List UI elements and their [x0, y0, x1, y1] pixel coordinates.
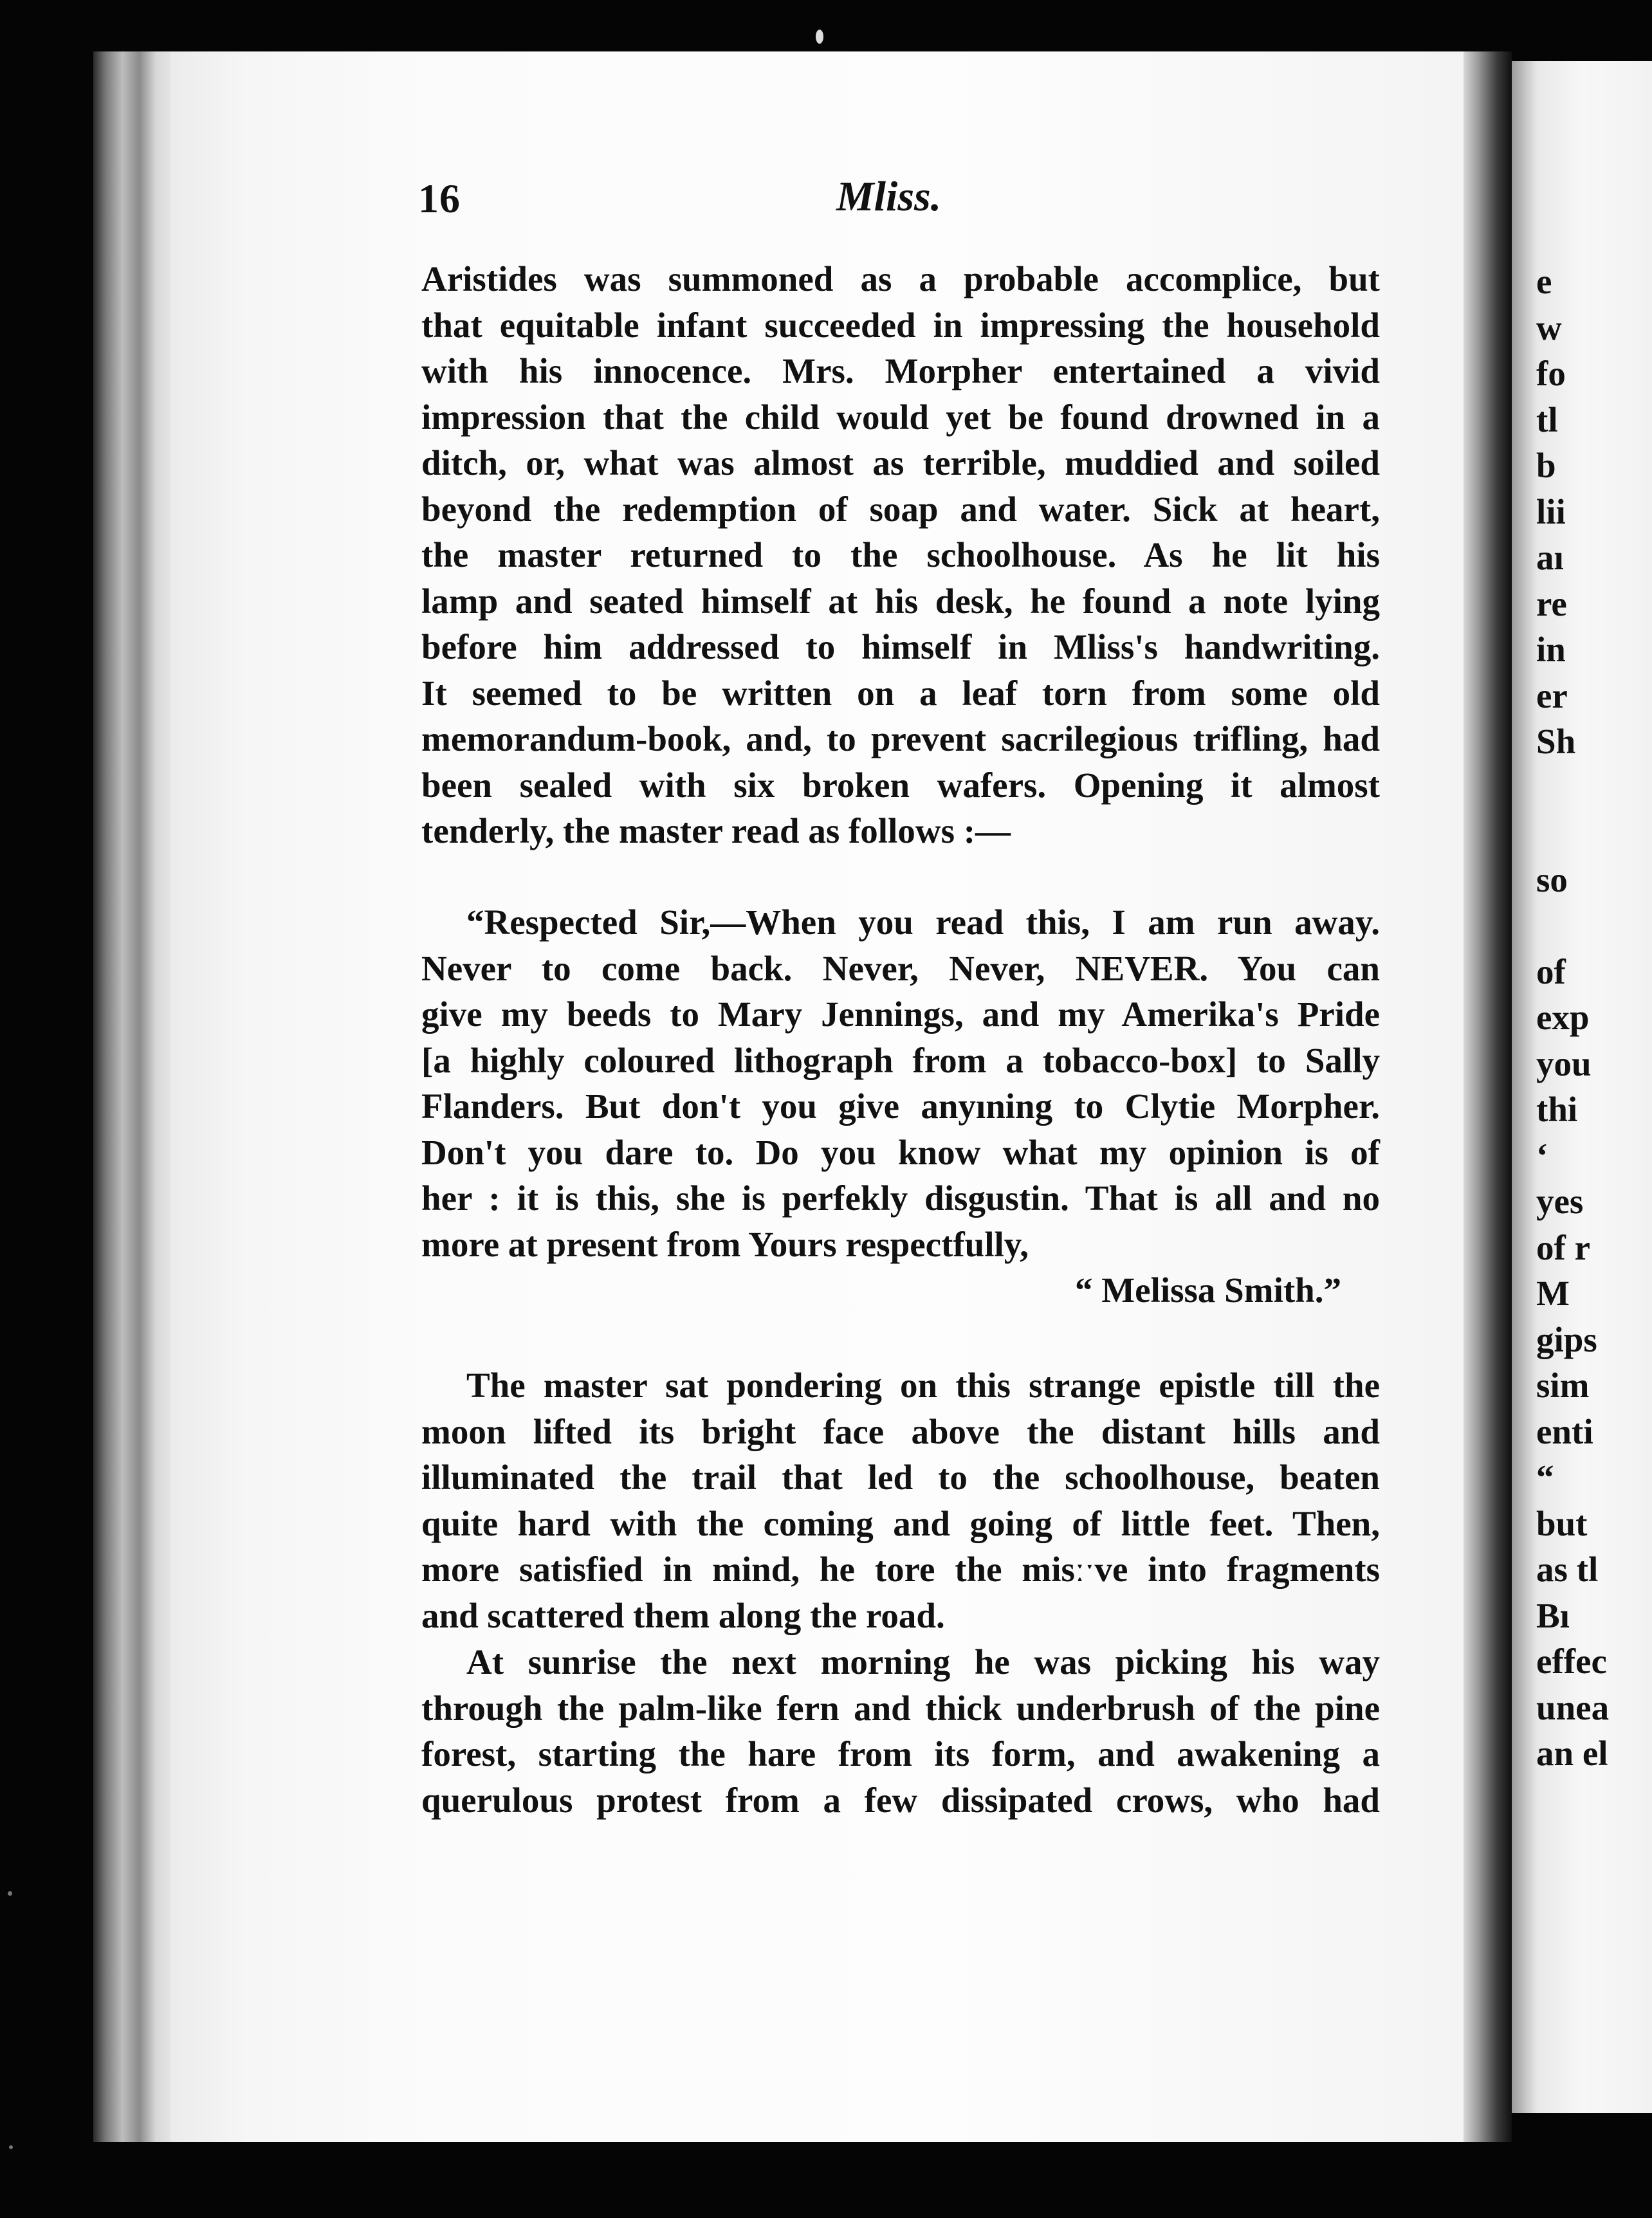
facing-line: unea — [1536, 1687, 1610, 1727]
text-line: through the palm-like fern and thick underbrush of the pine — [421, 1688, 1380, 1728]
text-line: ditch, or, what was almost as terrible, muddied and soiled — [421, 443, 1380, 482]
letter-line: her : it is this, she is perfekly disgustin. That is all and no — [421, 1178, 1380, 1218]
text-line: tenderly, the master read as follows :— — [421, 811, 1011, 850]
text-line: before him addressed to himself in Mliss's handwriting. — [421, 627, 1380, 666]
facing-line — [1536, 765, 1652, 811]
facing-line: enti — [1536, 1411, 1593, 1451]
text-line: that equitable infant succeeded in impressing the household — [421, 305, 1380, 345]
facing-line: as tl — [1536, 1550, 1599, 1589]
facing-line: effec — [1536, 1642, 1607, 1681]
facing-line: aı — [1536, 538, 1564, 577]
running-head: Mliss. — [836, 173, 942, 220]
facing-line: ‘ — [1536, 1135, 1548, 1175]
text-line: At sunrise the next morning he was picking his way — [466, 1642, 1380, 1682]
facing-line: you — [1536, 1043, 1592, 1083]
facing-line: re — [1536, 583, 1567, 623]
facing-line: sim — [1536, 1366, 1590, 1405]
text-line: more satisfied in mind, he tore the misːˑve into fragments — [421, 1550, 1380, 1589]
text-line: and scattered them along the road. — [421, 1595, 945, 1635]
facing-line: thi — [1536, 1090, 1578, 1129]
facing-line: exp — [1536, 998, 1590, 1037]
facing-line: b — [1536, 446, 1556, 485]
text-line: illuminated the trail that led to the schoolhouse, beaten — [421, 1458, 1380, 1497]
paragraph-2 — [421, 1362, 1380, 1638]
text-line: querulous protest from a few dissipated crows, who had — [421, 1780, 1380, 1820]
facing-line — [1536, 903, 1652, 949]
text-line: the master returned to the schoolhouse. As he lit his — [421, 535, 1380, 574]
page-number: 16 — [418, 176, 461, 221]
facing-line: an el — [1536, 1734, 1608, 1773]
text-line: with his innocence. Mrs. Morpher entertained a vivid — [421, 351, 1380, 390]
facing-line: e — [1536, 262, 1552, 301]
letter-line: more at present from Yours respectfully, — [421, 1224, 1029, 1264]
letter-line: “Respected Sir,—When you read this, I am run away. — [466, 903, 1380, 942]
facing-line: “ — [1536, 1458, 1554, 1497]
text-line: It seemed to be written on a leaf torn from some old — [421, 673, 1380, 713]
text-line: memorandum-book, and, to prevent sacrilegious trifling, had — [421, 719, 1380, 758]
letter-line: Never to come back. Never, Never, NEVER. You can — [421, 948, 1380, 988]
facing-line: yes — [1536, 1182, 1584, 1221]
facing-line: of r — [1536, 1227, 1590, 1267]
facing-line: in — [1536, 630, 1566, 669]
facing-line: lii — [1536, 491, 1566, 531]
text-line: impression that the child would yet be found drowned in a — [421, 397, 1380, 437]
paragraph-1 — [421, 256, 1380, 854]
dust-speck — [816, 30, 823, 44]
text-line: Aristides was summoned as a probable accomplice, but — [421, 259, 1380, 298]
text-line: moon lifted its bright face above the distant hills and — [421, 1411, 1380, 1451]
text-line: The master sat pondering on this strange epistle till the — [466, 1366, 1380, 1405]
facing-line: gips — [1536, 1319, 1597, 1359]
paragraph-3 — [421, 1639, 1380, 1823]
letter-line: Flanders. But don't you give anyıning to Clytie Morpher. — [421, 1086, 1380, 1126]
letter-line: [a highly coloured lithograph from a tobacco-box] to Sally — [421, 1040, 1380, 1080]
facing-line: Sh — [1536, 722, 1576, 761]
facing-line: w — [1536, 307, 1562, 347]
facing-line: Bı — [1536, 1595, 1570, 1635]
facing-line: tl — [1536, 399, 1558, 439]
letter-block — [421, 899, 1380, 1314]
facing-line: so — [1536, 859, 1568, 899]
text-line: beyond the redemption of soap and water. Sick at heart, — [421, 489, 1380, 529]
dust-speck — [8, 1891, 12, 1896]
facing-line: but — [1536, 1503, 1588, 1543]
letter-line: Don't you dare to. Do you know what my opinion is of — [421, 1132, 1380, 1172]
letter-line: give my beeds to Mary Jennings, and my Amerika's Pride — [421, 994, 1380, 1034]
page-edge-stack — [93, 51, 177, 2142]
signature: “ Melissa Smith.” — [1074, 1270, 1341, 1310]
facing-page-text — [1536, 259, 1652, 1777]
text-line: lamp and seated himself at his desk, he found a note lying — [421, 581, 1380, 621]
text-line: quite hard with the coming and going of little feet. Then, — [421, 1503, 1380, 1543]
text-line: been sealed with six broken wafers. Opening it almost — [421, 765, 1380, 805]
facing-line: er — [1536, 675, 1568, 715]
dust-speck — [9, 2145, 13, 2149]
facing-line: fo — [1536, 354, 1566, 393]
text-line: forest, starting the hare from its form, and awakening a — [421, 1734, 1380, 1773]
facing-line: of — [1536, 951, 1566, 991]
facing-line: M — [1536, 1274, 1570, 1313]
book-gutter — [1464, 51, 1512, 2142]
facing-line — [1536, 811, 1652, 857]
